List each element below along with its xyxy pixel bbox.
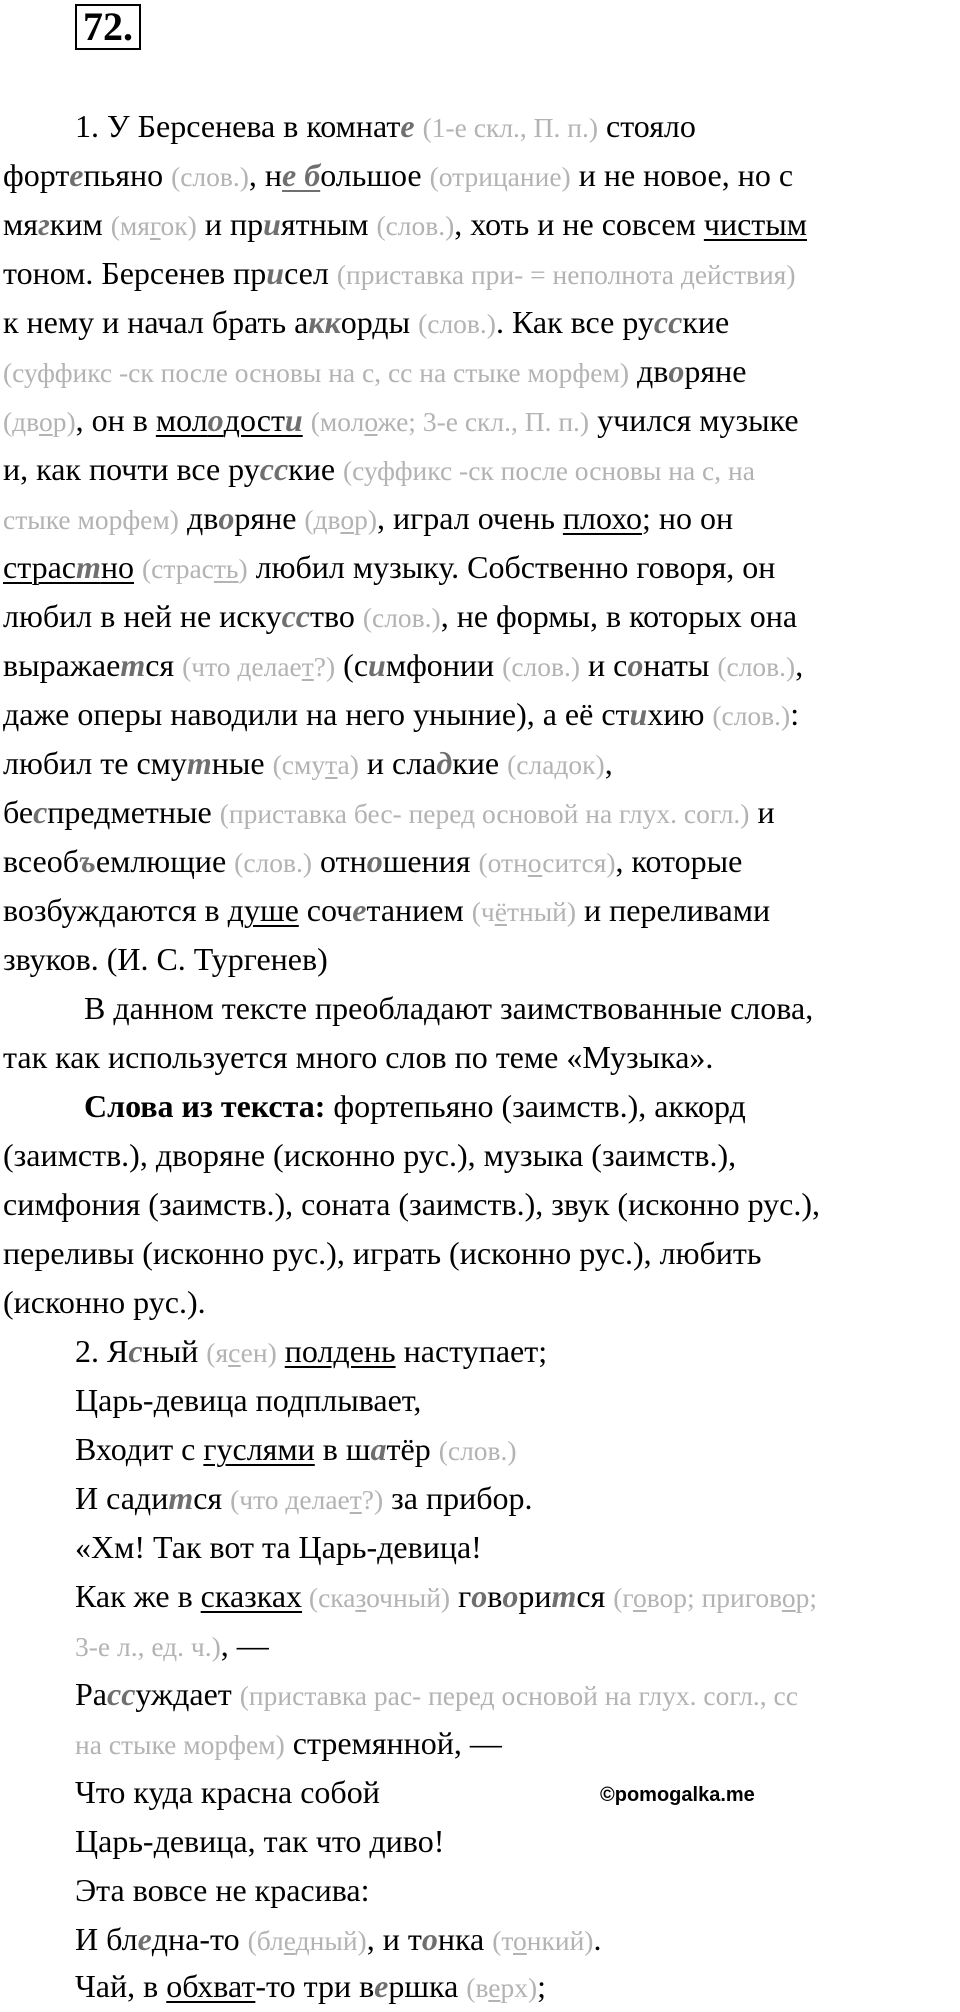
text-line: (двор), он в молодости (моложе; 3-е скл., П. п.) учился музыке bbox=[3, 402, 799, 438]
task-number: 72. bbox=[75, 4, 141, 50]
text-line: Чай, в обхват-то три вершка (верх); bbox=[75, 1968, 547, 2004]
text-line: Что куда красна собой bbox=[75, 1774, 380, 1810]
text-line: тоном. Берсенев присел (приставка при- = неполнота действия) bbox=[3, 255, 796, 291]
highlighted-letter: и bbox=[266, 255, 285, 291]
grammar-note: 3-е л., ед. ч.) bbox=[75, 1631, 221, 1662]
text-line: на стыке морфем) стремянной, — bbox=[75, 1725, 502, 1761]
highlighted-letter: сс bbox=[653, 304, 683, 340]
text-line: И бледна-то (бледный), и тонка (тонкий). bbox=[75, 1921, 602, 1957]
underlined-word: гуслями bbox=[203, 1431, 315, 1467]
text-line: Эта вовсе не красива: bbox=[75, 1872, 370, 1908]
highlighted-letter: е б bbox=[282, 157, 321, 193]
text-line: И садится (что делает?) за прибор. bbox=[75, 1480, 533, 1516]
text-line: Царь-девица подплывает, bbox=[75, 1382, 422, 1418]
text-line: (суффикс -ск после основы на с, сс на стыке морфем) дворяне bbox=[3, 353, 747, 389]
grammar-note: (приставка бес- перед основой на глух. согл.) bbox=[219, 798, 750, 829]
underlined-word: душе bbox=[227, 892, 299, 928]
grammar-note: (мягок) bbox=[110, 210, 197, 241]
text-line: мягким (мягок) и приятным (слов.), хоть и не совсем чистым bbox=[3, 206, 808, 242]
highlighted-letter: о bbox=[366, 843, 383, 879]
grammar-note: (слов.) bbox=[362, 602, 441, 633]
grammar-note: (говор; приговор; bbox=[613, 1582, 818, 1613]
grammar-note: стыке морфем) bbox=[3, 504, 179, 535]
highlighted-letter: сс bbox=[259, 451, 289, 487]
grammar-note: (суффикс -ск после основы на с, сс на стыке морфем) bbox=[3, 357, 630, 388]
highlighted-letter: сс bbox=[281, 598, 310, 634]
grammar-note: (приставка рас- перед основой на глух. согл., сс bbox=[239, 1680, 798, 1711]
text-line: 1. У Берсенева в комнате (1-е скл., П. п.) стояло bbox=[75, 108, 696, 144]
highlighted-letter: сс bbox=[107, 1676, 136, 1712]
grammar-note: (страсть) bbox=[142, 553, 248, 584]
grammar-note: (бледный) bbox=[247, 1925, 367, 1956]
grammar-note: (слов.) bbox=[418, 308, 496, 339]
grammar-note: (слов.) bbox=[502, 651, 581, 682]
grammar-note: (что делает?) bbox=[230, 1484, 384, 1515]
underlined-word: молодости bbox=[155, 402, 303, 438]
highlighted-letter: ъ bbox=[79, 843, 96, 879]
highlighted-letter: т bbox=[551, 1578, 577, 1614]
highlighted-letter: о bbox=[627, 647, 644, 683]
grammar-note: (верх) bbox=[466, 1972, 538, 2003]
text-line: страстно (страсть) любил музыку. Собственно говоря, он bbox=[3, 549, 776, 585]
highlighted-letter: о bbox=[421, 1921, 438, 1957]
grammar-note: (слов.) bbox=[717, 651, 796, 682]
text-line: звуков. (И. С. Тургенев) bbox=[3, 941, 328, 977]
text-line: Входит с гуслями в шатёр (слов.) bbox=[75, 1431, 517, 1467]
highlighted-letter: кк bbox=[308, 304, 341, 340]
highlighted-letter: и bbox=[368, 647, 386, 683]
grammar-note: (слов.) bbox=[376, 210, 455, 241]
text-line: возбуждаются в душе сочетанием (чётный) и переливами bbox=[3, 892, 771, 928]
highlighted-letter: о bbox=[668, 353, 685, 389]
grammar-note: (смута) bbox=[272, 749, 359, 780]
text-line: В данном тексте преобладают заимствованные слова, bbox=[84, 990, 814, 1026]
grammar-note: (слов.) bbox=[712, 700, 791, 731]
grammar-note: (относится) bbox=[478, 847, 616, 878]
text-line: Царь-девица, так что диво! bbox=[75, 1823, 445, 1859]
watermark: ©pomogalka.me bbox=[600, 1784, 755, 1806]
text-line: так как используется много слов по теме «Музыка». bbox=[3, 1039, 714, 1075]
highlighted-letter: о bbox=[218, 500, 235, 536]
highlighted-letter: и bbox=[629, 696, 648, 732]
text-line: (заимств.), дворяне (исконно рус.), музыка (заимств.), bbox=[3, 1137, 737, 1173]
text-line: 3-е л., ед. ч.), — bbox=[75, 1627, 269, 1663]
highlighted-letter: т bbox=[186, 745, 212, 781]
highlighted-letter: а bbox=[370, 1431, 387, 1467]
highlighted-letter: е bbox=[69, 157, 84, 193]
highlighted-letter: т bbox=[168, 1480, 194, 1516]
grammar-note: (сладок) bbox=[507, 749, 605, 780]
text-line: всеобъемлющие (слов.) отношения (относится), которые bbox=[3, 843, 743, 879]
text-line: и, как почти все русские (суффикс -ск после основы на с, на bbox=[3, 451, 755, 487]
text-line: Как же в сказках (сказочный) говорится (говор; приговор; bbox=[75, 1578, 818, 1614]
highlighted-letter: е bbox=[374, 1968, 389, 2004]
underlined-word: плохо bbox=[562, 500, 642, 536]
highlighted-letter: д bbox=[436, 745, 453, 781]
text-line: Рассуждает (приставка рас- перед основой на глух. согл., сс bbox=[75, 1676, 798, 1712]
grammar-note: (1-е скл., П. п.) bbox=[422, 112, 599, 143]
highlighted-letter: т bbox=[120, 647, 146, 683]
text-line: «Хм! Так вот та Царь-девица! bbox=[75, 1529, 482, 1565]
text-line: любил в ней не искусство (слов.), не формы, в которых она bbox=[3, 598, 798, 634]
highlighted-letter: о bbox=[502, 1578, 519, 1614]
grammar-note: (ясен) bbox=[206, 1337, 277, 1368]
text-line: к нему и начал брать аккорды (слов.). Как все русские bbox=[3, 304, 730, 340]
highlighted-letter: е bbox=[352, 892, 367, 928]
text-line: (исконно рус.). bbox=[3, 1284, 206, 1320]
highlighted-letter: е bbox=[137, 1921, 152, 1957]
grammar-note: (тонкий) bbox=[492, 1925, 594, 1956]
grammar-note: (слов.) bbox=[438, 1435, 517, 1466]
highlighted-letter: и bbox=[263, 206, 281, 242]
text-line: стыке морфем) дворяне (двор), играл очень плохо; но он bbox=[3, 500, 734, 536]
words-label: Слова из текста: bbox=[84, 1088, 326, 1124]
grammar-note: (двор) bbox=[3, 406, 76, 437]
underlined-word: страстно bbox=[3, 549, 134, 585]
text-line: симфония (заимств.), соната (заимств.), звук (исконно рус.), bbox=[3, 1186, 821, 1222]
underlined-word: полдень bbox=[284, 1333, 396, 1369]
grammar-note: (двор) bbox=[304, 504, 378, 535]
text-line: беспредметные (приставка бес- перед основой на глух. согл.) и bbox=[3, 794, 775, 830]
highlighted-letter: с bbox=[128, 1333, 143, 1369]
grammar-note: на стыке морфем) bbox=[75, 1729, 285, 1760]
grammar-note: (отрицание) bbox=[429, 161, 571, 192]
highlighted-letter: г bbox=[37, 206, 50, 242]
grammar-note: (суффикс -ск после основы на с, на bbox=[343, 455, 755, 486]
grammar-note: (что делает?) bbox=[182, 651, 336, 682]
highlighted-letter: о bbox=[471, 1578, 488, 1614]
grammar-note: (приставка при- = неполнота действия) bbox=[336, 259, 796, 290]
grammar-note: (сказочный) bbox=[302, 1582, 451, 1613]
text-line: фортепьяно (слов.), не большое (отрицание) и не новое, но с bbox=[3, 157, 794, 193]
text-line: переливы (исконно рус.), играть (исконно рус.), любить bbox=[3, 1235, 762, 1271]
text-line: Слова из текста: фортепьяно (заимств.), аккорд bbox=[84, 1088, 746, 1124]
grammar-note: (моложе; 3-е скл., П. п.) bbox=[310, 406, 590, 437]
highlighted-letter: с bbox=[33, 794, 48, 830]
highlighted-letter: е bbox=[400, 108, 415, 144]
text-line: любил те смутные (смута) и сладкие (сладок), bbox=[3, 745, 613, 781]
grammar-note: (чётный) bbox=[471, 896, 577, 927]
underlined-word: сказках bbox=[200, 1578, 303, 1614]
underlined-word: чистым bbox=[703, 206, 808, 242]
underlined-word: обхват bbox=[166, 1968, 256, 2004]
grammar-note: (слов.) bbox=[234, 847, 313, 878]
text-line: выражается (что делает?) (симфонии (слов.) и сонаты (слов.), bbox=[3, 647, 804, 683]
text-line: даже оперы наводили на него уныние), а её стихию (слов.): bbox=[3, 696, 800, 732]
text-line: 2. Ясный (ясен) полдень наступает; bbox=[75, 1333, 548, 1369]
grammar-note: (слов.) bbox=[171, 161, 249, 192]
